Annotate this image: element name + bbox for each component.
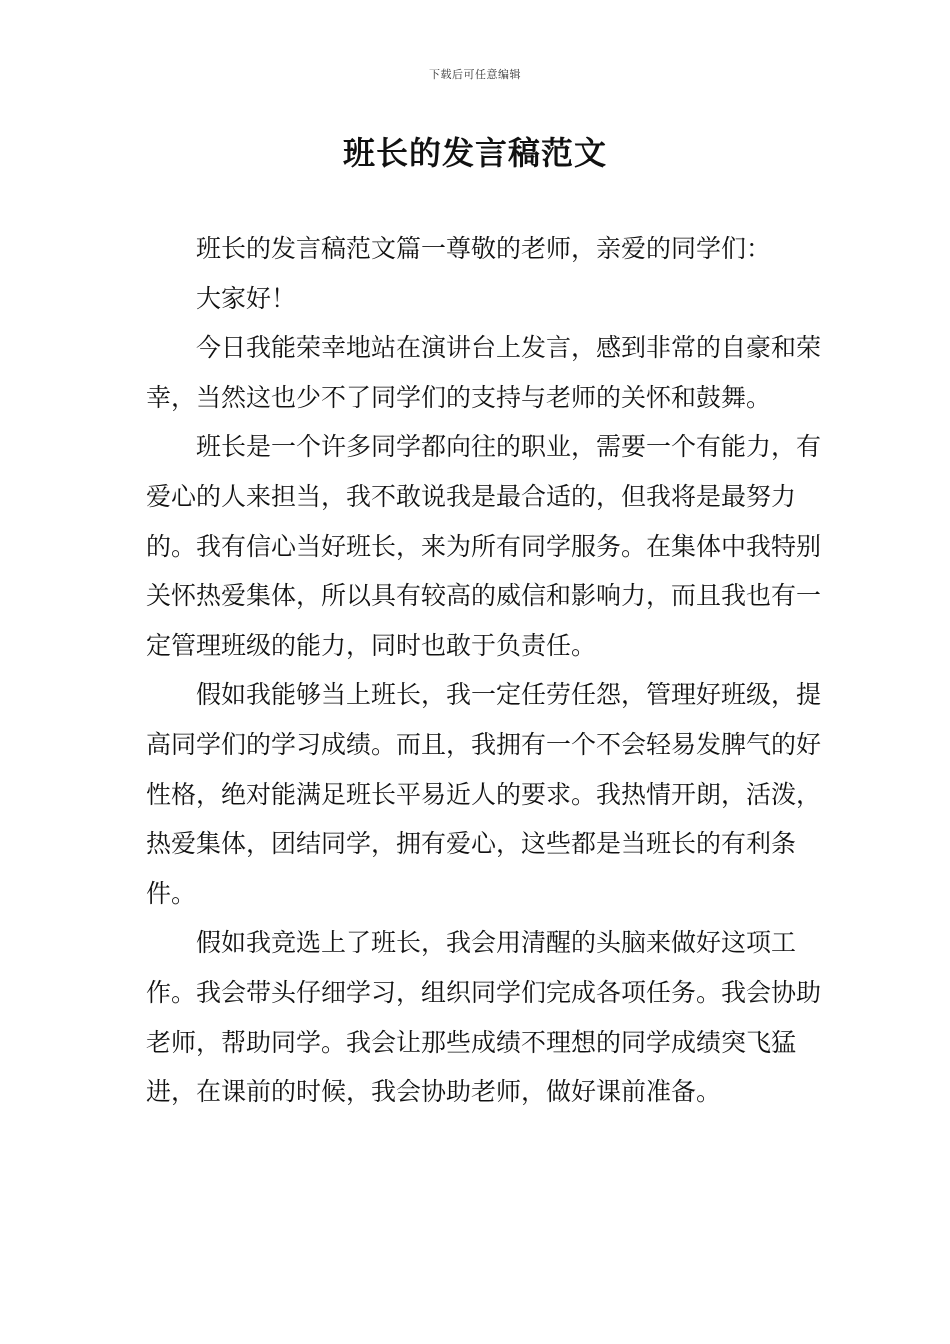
document-title: 班长的发言稿范文 [342,134,607,172]
paragraph-plans: 假如我竞选上了班长，我会用清醒的头脑来做好这项工作。我会带头仔细学习，组织同学们完成各项任务。我会协助老师，帮助同学。我会让那些成绩不理想的同学成绩突飞猛进，在课前的时候，我会协助老师，做好课前准备。 [146,928,822,1107]
paragraph-hello: 大家好！ [196,283,297,313]
paragraph-commitment: 假如我能够当上班长，我一定任劳任怨，管理好班级，提高同学们的学习成绩。而且，我拥有一个不会轻易发脾气的好性格，绝对能满足班长平易近人的要求。我热情开朗，活泼，热爱集体，团结同学，拥有爱心，这些都是当班长的有利条件。 [146,680,822,908]
paragraph-qualities: 班长是一个许多同学都向往的职业，需要一个有能力，有爱心的人来担当，我不敢说我是最合适的，但我将是最努力的。我有信心当好班长，来为所有同学服务。在集体中我特别关怀热爱集体，所以具有较高的威信和影响力，而且我也有一定管理班级的能力，同时也敢于负责任。 [146,432,822,660]
header-note: 下载后可任意编辑 [429,68,521,81]
paragraph-greeting: 班长的发言稿范文篇一尊敬的老师，亲爱的同学们： [196,234,772,263]
document-body [146,224,826,1117]
paragraph-intro: 今日我能荣幸地站在演讲台上发言，感到非常的自豪和荣幸，当然这也少不了同学们的支持与老师的关怀和鼓舞。 [146,333,822,412]
